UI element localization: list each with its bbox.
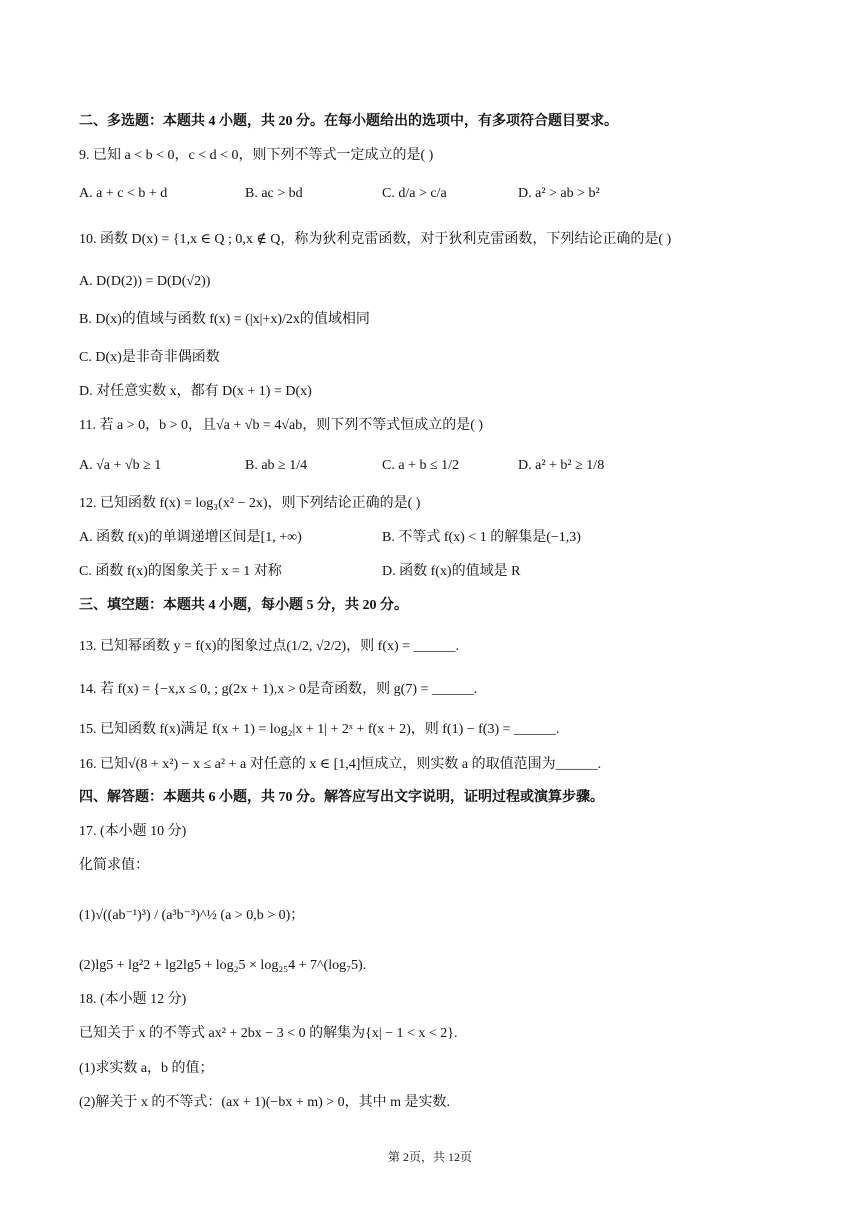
q9-option-c: C. d/a > c/a <box>382 186 447 201</box>
q17-title: 17. (本小题 10 分) <box>79 824 187 839</box>
q13: 13. 已知幂函数 y = f(x)的图象过点(1/2, √2/2)，则 f(x) = ______. <box>79 639 460 654</box>
q11-option-d: D. a² + b² ≥ 1/8 <box>518 458 605 473</box>
q9-stem: 9. 已知 a < b < 0，c < d < 0，则下列不等式一定成立的是( ) <box>79 148 434 163</box>
section-heading-fill-in: 三、填空题：本题共 4 小题，每小题 5 分，共 20 分。 <box>79 598 408 613</box>
q11-option-b: B. ab ≥ 1/4 <box>245 458 308 473</box>
q12-option-c: C. 函数 f(x)的图象关于 x = 1 对称 <box>79 564 282 579</box>
q9-option-d: D. a² > ab > b² <box>518 186 600 201</box>
q10-option-a: A. D(D(2)) = D(D(√2)) <box>79 274 211 289</box>
q17-part-2: (2)lg5 + lg²2 + lg2lg5 + log₂5 × log₂₅4 + 7^(log₇5). <box>79 958 367 973</box>
section-heading-solutions: 四、解答题：本题共 6 小题，共 70 分。解答应写出文字说明，证明过程或演算步骤。 <box>79 790 604 805</box>
q11-option-a: A. √a + √b ≥ 1 <box>79 458 162 473</box>
q10-stem: 10. 函数 D(x) = {1,x ∈ Q ; 0,x ∉ Q，称为狄利克雷函数，对于狄利克雷函数，下列结论正确的是( ) <box>79 232 672 247</box>
q9-option-b: B. ac > bd <box>245 186 303 201</box>
section-heading-multiple-choice: 二、多选题：本题共 4 小题，共 20 分。在每小题给出的选项中，有多项符合题目要求。 <box>79 114 618 129</box>
q16: 16. 已知√(8 + x²) − x ≤ a² + a 对任意的 x ∈ [1,4]恒成立，则实数 a 的取值范围为______. <box>79 757 602 772</box>
q12-option-a: A. 函数 f(x)的单调递增区间是[1, +∞) <box>79 530 302 545</box>
q17-part-1: (1)√((ab⁻¹)³) / (a³b⁻³)^½ (a > 0,b > 0)； <box>79 908 305 923</box>
q18-part-1: (1)求实数 a，b 的值； <box>79 1061 214 1076</box>
q18-part-2: (2)解关于 x 的不等式：(ax + 1)(−bx + m) > 0，其中 m 是实数. <box>79 1095 451 1110</box>
q9-option-a: A. a + c < b + d <box>79 186 168 201</box>
q18-title: 18. (本小题 12 分) <box>79 992 187 1007</box>
q12-stem: 12. 已知函数 f(x) = log₃(x² − 2x)，则下列结论正确的是( ) <box>79 496 421 511</box>
q12-option-b: B. 不等式 f(x) < 1 的解集是(−1,3) <box>382 530 581 545</box>
q17-intro: 化简求值： <box>79 858 149 873</box>
q15: 15. 已知函数 f(x)满足 f(x + 1) = log₂|x + 1| + 2ˣ + f(x + 2)，则 f(1) − f(3) = ______. <box>79 722 560 737</box>
q18-intro: 已知关于 x 的不等式 ax² + 2bx − 3 < 0 的解集为{x| − 1 < x < 2}. <box>79 1026 458 1041</box>
q10-option-c: C. D(x)是非奇非偶函数 <box>79 350 220 365</box>
q11-stem: 11. 若 a > 0，b > 0，且√a + √b = 4√ab，则下列不等式恒成立的是( ) <box>79 418 484 433</box>
page-footer: 第 2页，共 12页 <box>387 1150 472 1164</box>
q10-option-d: D. 对任意实数 x，都有 D(x + 1) = D(x) <box>79 384 312 399</box>
q14: 14. 若 f(x) = {−x,x ≤ 0, ; g(2x + 1),x > 0是奇函数，则 g(7) = ______. <box>79 682 478 697</box>
q11-option-c: C. a + b ≤ 1/2 <box>382 458 460 473</box>
q10-option-b: B. D(x)的值域与函数 f(x) = (|x|+x)/2x的值域相同 <box>79 312 370 327</box>
q12-option-d: D. 函数 f(x)的值域是 R <box>382 564 521 579</box>
